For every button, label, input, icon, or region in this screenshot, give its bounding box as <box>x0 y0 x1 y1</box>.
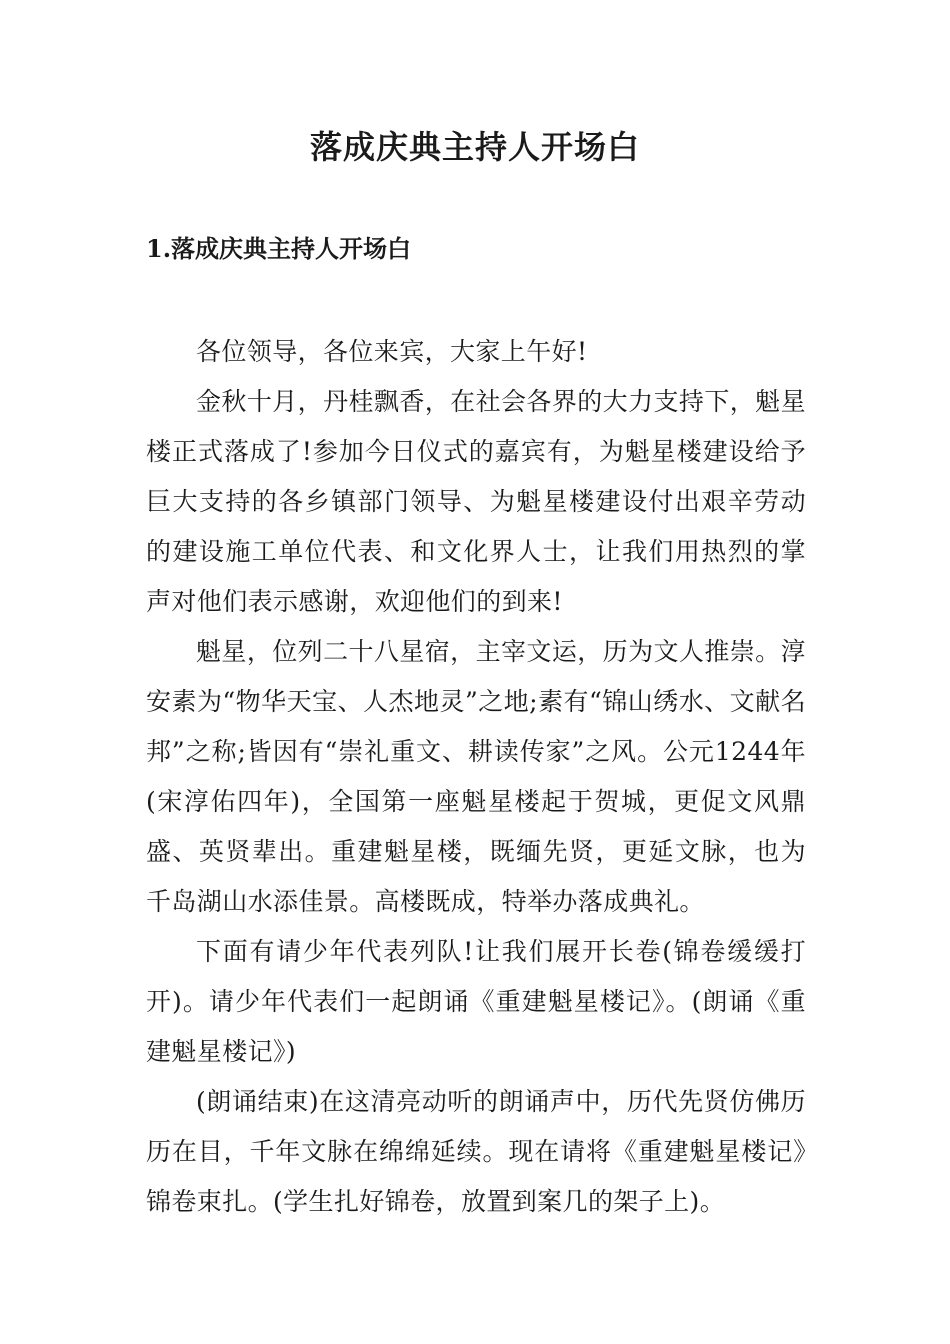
section-heading: 1.落成庆典主持人开场白 <box>146 234 412 263</box>
document-body <box>146 327 806 1227</box>
paragraph-closing: (朗诵结束)在这清亮动听的朗诵声中，历代先贤仿佛历历在目，千年文脉在绵绵延续。现在请将《重建魁星楼记》锦卷束扎。(学生扎好锦卷，放置到案几的架子上)。 <box>146 1087 806 1216</box>
document-title: 落成庆典主持人开场白 <box>309 128 640 166</box>
paragraph-history: 魁星，位列二十八星宿，主宰文运，历为文人推崇。淳安素为“物华天宝、人杰地灵”之地;素有“锦山绣水、文献名邦”之称;皆因有“崇礼重文、耕读传家”之风。公元1244年(宋淳佑四年)，全国第一座魁星楼起于贺城，更促文风鼎盛、英贤辈出。重建魁星楼，既缅先贤，更延文脉，也为千岛湖山水添佳景。高楼既成，特举办落成典礼。 <box>146 637 806 916</box>
paragraph-opening: 金秋十月，丹桂飘香，在社会各界的大力支持下，魁星楼正式落成了!参加今日仪式的嘉宾有，为魁星楼建设给予巨大支持的各乡镇部门领导、为魁星楼建设付出艰辛劳动的建设施工单位代表、和文化界人士，让我们用热烈的掌声对他们表示感谢，欢迎他们的到来! <box>146 387 806 616</box>
paragraph-recitation: 下面有请少年代表列队!让我们展开长卷(锦卷缓缓打开)。请少年代表们一起朗诵《重建魁星楼记》。(朗诵《重建魁星楼记》) <box>146 937 806 1066</box>
paragraph-greeting: 各位领导，各位来宾，大家上午好! <box>196 337 588 366</box>
